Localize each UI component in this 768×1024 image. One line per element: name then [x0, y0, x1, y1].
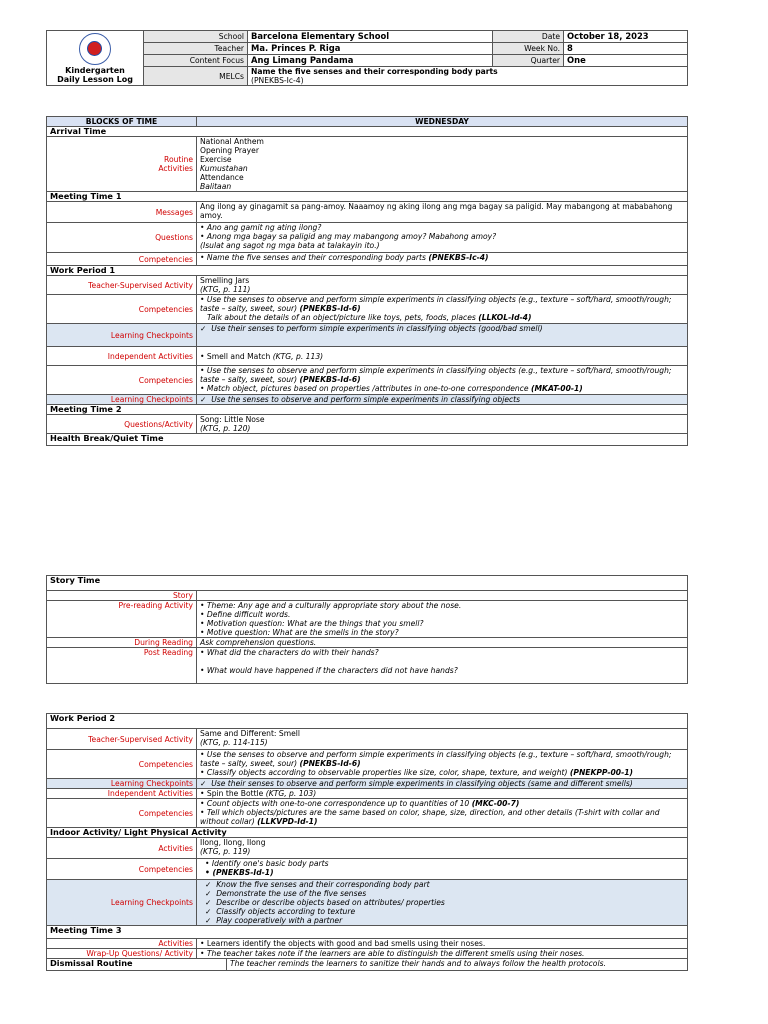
wrap-up-activity: • The teacher takes note if the learners are able to distinguish the different smells using their noses. — [197, 949, 688, 959]
blocks-of-time-header: BLOCKS OF TIME — [47, 117, 197, 127]
list-item: • Motive question: What are the smells in the story? — [200, 628, 399, 637]
list-item: • Motivation question: What are the things that you smell? — [200, 619, 424, 628]
post-reading-list — [197, 648, 688, 684]
melcs-value — [248, 67, 688, 86]
list-item: ✓ Demonstrate the use of the five senses — [205, 889, 684, 898]
m1-competency: • Name the five senses and their corresponding body parts (PNEKBS-Ic-4) — [197, 253, 688, 266]
indoor-competencies: • Identify one's basic body parts • (PNEKBS-Id-1) — [197, 859, 688, 880]
teacher-supervised-label: Teacher-Supervised Activity — [47, 276, 197, 295]
melcs-text: Name the five senses and their corresponding body parts — [251, 67, 498, 76]
work-period-1-heading: Work Period 1 — [47, 266, 688, 276]
school-value: Barcelona Elementary School — [248, 31, 493, 43]
arrival-time-heading: Arrival Time — [47, 127, 688, 137]
wrap-up-label: Wrap-Up Questions/ Activity — [47, 949, 197, 959]
learning-checkpoints-label: Learning Checkpoints — [47, 779, 197, 789]
learning-checkpoints-label: Learning Checkpoints — [47, 395, 197, 405]
schedule-table-1 — [46, 116, 688, 446]
list-item: National Anthem — [200, 137, 264, 146]
quarter-value: One — [564, 55, 688, 67]
learning-checkpoints-label: Learning Checkpoints — [47, 880, 197, 926]
teacher-supervised-label: Teacher-Supervised Activity — [47, 729, 197, 750]
independent-activities-label: Independent Activities — [47, 347, 197, 366]
date-label: Date — [493, 31, 564, 43]
schedule-table-2 — [46, 575, 688, 684]
questions-label: Questions — [47, 223, 197, 253]
list-item: Opening Prayer — [200, 146, 259, 155]
deped-seal-icon — [79, 33, 111, 65]
indoor-activity: Ilong, Ilong, Ilong (KTG, p. 119) — [197, 838, 688, 859]
competencies-label: Competencies — [47, 799, 197, 828]
wp1-competencies: • Use the senses to observe and perform simple experiments in classifying objects (e.g., texture – soft/hard, smooth/rough; taste – salty, sweet, sour) (PNEKBS-Id-6) Talk about the details of an object/picture like toys, pets, foods, places (LLKOL-Id-4) — [197, 295, 688, 324]
song-activity: Song: Little Nose (KTG, p. 120) — [197, 415, 688, 434]
week-value: 8 — [564, 43, 688, 55]
wp2-teacher-supervised-activity: Same and Different: Smell (KTG, p. 114-115) — [197, 729, 688, 750]
list-item: ✓ Play cooperatively with a partner — [205, 916, 684, 925]
indoor-checkpoints — [197, 880, 688, 926]
list-item: Attendance — [200, 173, 244, 182]
competencies-label: Competencies — [47, 253, 197, 266]
content-focus-value: Ang Limang Pandama — [248, 55, 493, 67]
list-item: ✓ Know the five senses and their corresponding body part — [205, 880, 684, 889]
list-item: • Theme: Any age and a culturally appropriate story about the nose. — [200, 601, 462, 610]
questions-list — [197, 223, 688, 253]
list-item: (Isulat ang sagot ng mga bata at talakayin ito.) — [200, 241, 380, 250]
competencies-label: Competencies — [47, 295, 197, 324]
activities-label: Activities — [47, 838, 197, 859]
list-item: • What did the characters do with their hands? — [200, 648, 379, 657]
during-reading-label: During Reading — [47, 638, 197, 648]
dismissal-routine-text: The teacher reminds the learners to sanitize their hands and to always follow the health protocols. — [227, 959, 688, 971]
daily-lesson-log-title: Daily Lesson Log — [57, 75, 133, 84]
list-item: • What would have happened if the characters did not have hands? — [200, 666, 458, 675]
work-period-2-heading: Work Period 2 — [47, 714, 688, 729]
wp1-checkpoint-1: ✓ Use their senses to perform simple experiments in classifying objects (good/bad smell) — [197, 324, 688, 347]
wp2-independent-activity: • Spin the Bottle (KTG, p. 103) — [197, 789, 688, 799]
messages-text: Ang ilong ay ginagamit sa pang-amoy. Naaamoy ng aking ilong ang mga bagay sa paligid. May mabangong at mababahong amoy. — [197, 202, 688, 223]
wp1-checkpoint-2: ✓ Use the senses to observe and perform simple experiments in classifying objects — [197, 395, 688, 405]
list-item: • Define difficult words. — [200, 610, 291, 619]
list-item: • Ano ang gamit ng ating ilong? — [200, 223, 322, 232]
melcs-label: MELCs — [144, 67, 248, 86]
content-focus-label: Content Focus — [144, 55, 248, 67]
story-value — [197, 591, 688, 601]
independent-activities-label: Independent Activities — [47, 789, 197, 799]
health-break-heading: Health Break/Quiet Time — [47, 434, 688, 446]
week-label: Week No. — [493, 43, 564, 55]
m3-activity: • Learners identify the objects with good and bad smells using their noses. — [197, 939, 688, 949]
competencies-label: Competencies — [47, 366, 197, 395]
teacher-label: Teacher — [144, 43, 248, 55]
header-table — [46, 30, 688, 86]
activities-label: Activities — [47, 939, 197, 949]
teacher-value: Ma. Princes P. Riga — [248, 43, 493, 55]
competencies-label: Competencies — [47, 859, 197, 880]
school-label: School — [144, 31, 248, 43]
wp2-competencies: • Use the senses to observe and perform simple experiments in classifying objects (e.g., texture – soft/hard, smooth/rough; taste – salty, sweet, sour) (PNEKBS-Id-6) • Classify objects according to observable properties like size, color, shape, texture, and weight) (PNEKPP-00-1) — [197, 750, 688, 779]
meeting-time-1-heading: Meeting Time 1 — [47, 192, 688, 202]
wednesday-header: WEDNESDAY — [197, 117, 688, 127]
list-item: • Anong mga bagay sa paligid ang may mabangong amoy? Mabahong amoy? — [200, 232, 497, 241]
wp2-competencies-2: • Count objects with one-to-one correspondence up to quantities of 10 (MKC-00-7) • Tell which objects/pictures are the same based on color, shape, size, direction, and other details (T-shirt with collar and without collar) (LLKVPD-Id-1) — [197, 799, 688, 828]
list-item: Exercise — [200, 155, 232, 164]
pre-reading-list — [197, 601, 688, 638]
pre-reading-label: Pre-reading Activity — [47, 601, 197, 638]
routine-activities-list — [197, 137, 688, 192]
messages-label: Messages — [47, 202, 197, 223]
during-reading-text: Ask comprehension questions. — [197, 638, 688, 648]
independent-activity: • Smell and Match (KTG, p. 113) — [197, 347, 688, 366]
melcs-code: (PNEKBS-Ic-4) — [251, 76, 304, 85]
wp2-checkpoint: ✓ Use their senses to observe and perform simple experiments in classifying objects (same and different smells) — [197, 779, 688, 789]
learning-checkpoints-label: Learning Checkpoints — [47, 324, 197, 347]
story-time-heading: Story Time — [47, 576, 688, 591]
meeting-time-3-heading: Meeting Time 3 — [47, 926, 688, 939]
list-item: ✓ Describe or describe objects based on attributes/ properties — [205, 898, 684, 907]
kindergarten-title: Kindergarten — [65, 66, 125, 75]
meeting-time-2-heading: Meeting Time 2 — [47, 405, 688, 415]
schedule-table-3 — [46, 713, 688, 971]
story-label: Story — [47, 591, 197, 601]
indoor-activity-heading: Indoor Activity/ Light Physical Activity — [47, 828, 688, 838]
wp1-competencies-2: • Use the senses to observe and perform simple experiments in classifying objects (e.g., texture – soft/hard, smooth/rough; taste – salty, sweet, sour) (PNEKBS-Id-6) • Match object, pictures based on properties /attributes in one-to-one correspondence (MKAT-00-1) — [197, 366, 688, 395]
post-reading-label: Post Reading — [47, 648, 197, 684]
list-item: Kumustahan — [200, 164, 248, 173]
list-item: ✓ Classify objects according to texture — [205, 907, 684, 916]
questions-activity-label: Questions/Activity — [47, 415, 197, 434]
date-value: October 18, 2023 — [564, 31, 688, 43]
competencies-label: Competencies — [47, 750, 197, 779]
routine-activities-label: Routine Activities — [47, 137, 197, 192]
teacher-supervised-activity: Smelling Jars (KTG, p. 111) — [197, 276, 688, 295]
header-logo-cell — [47, 31, 144, 86]
list-item: Balitaan — [200, 182, 232, 191]
quarter-label: Quarter — [493, 55, 564, 67]
dismissal-routine-heading: Dismissal Routine — [47, 959, 227, 971]
